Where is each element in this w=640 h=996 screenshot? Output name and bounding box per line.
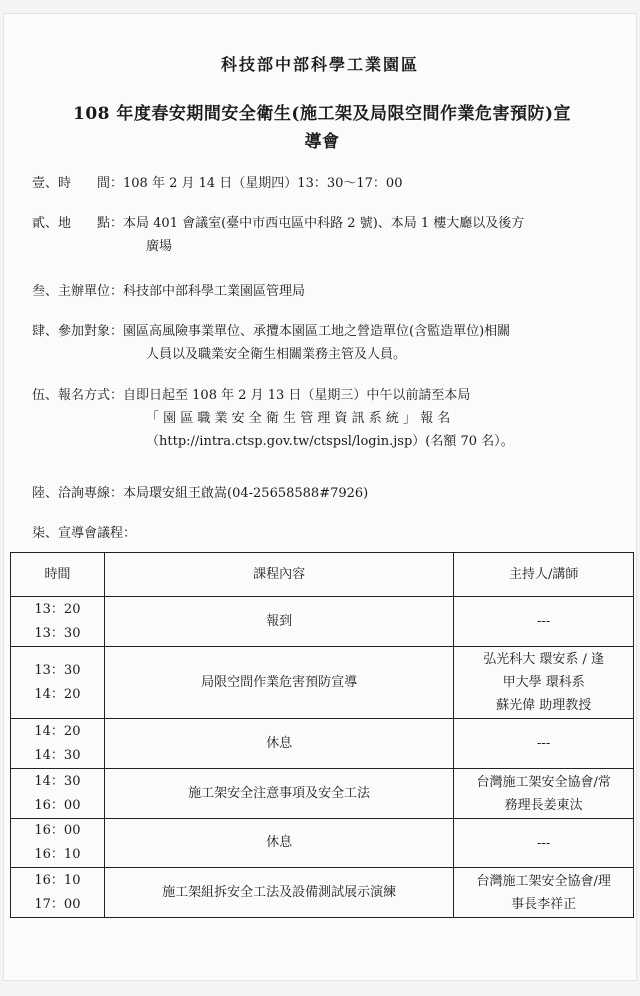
table-row xyxy=(11,819,634,868)
row-content: 局限空間作業危害預防宣導 xyxy=(104,647,453,719)
speaker-line: 蘇光偉 助理教授 xyxy=(496,698,592,713)
row-content: 休息 xyxy=(104,719,453,769)
item-time-key: 壹、時 間： xyxy=(32,176,124,191)
row-content: 施工架安全注意事項及安全工法 xyxy=(104,769,453,819)
row-content: 報到 xyxy=(104,597,453,647)
row-speaker xyxy=(454,819,634,868)
row-speaker xyxy=(454,719,634,769)
table-row xyxy=(11,647,634,719)
row-speaker xyxy=(454,769,634,819)
row-start: 13：20 xyxy=(34,601,81,617)
item-contact xyxy=(32,482,630,505)
item-registration-url[interactable]: （http://intra.ctsp.gov.tw/ctspsl/login.jsp）(名額 70 名）。 xyxy=(146,434,514,449)
row-end: 17：00 xyxy=(34,896,81,912)
row-time xyxy=(11,819,105,868)
item-organizer-key: 叁、主辦單位： xyxy=(32,284,124,299)
agenda-header-row xyxy=(11,553,634,597)
item-participants-value: 園區高風險事業單位、承攬本園區工地之營造單位(含監造單位)相關 xyxy=(123,324,511,339)
row-start: 16：10 xyxy=(34,872,81,888)
item-location-value-cont: 廣場 xyxy=(146,239,173,254)
row-time xyxy=(11,769,105,819)
document-title xyxy=(22,100,622,156)
row-end: 14：30 xyxy=(34,747,81,763)
header-speaker: 主持人/講師 xyxy=(454,553,634,597)
speaker-line: 台灣施工架安全協會/常 xyxy=(476,774,611,790)
row-time xyxy=(11,868,105,918)
row-end: 13：30 xyxy=(34,625,81,641)
speaker-line: 事長李祥正 xyxy=(511,896,577,912)
speaker-line: 台灣施工架安全協會/理 xyxy=(476,873,611,889)
agenda-table xyxy=(10,552,634,918)
row-content: 施工架組拆安全工法及設備測試展示演練 xyxy=(104,868,453,918)
header-content: 課程內容 xyxy=(104,553,453,597)
table-row xyxy=(11,868,634,918)
header-time: 時間 xyxy=(11,553,105,597)
item-registration xyxy=(32,384,630,453)
row-end: 16：00 xyxy=(34,797,81,813)
item-agenda-key: 柒、宣導會議程： xyxy=(32,526,137,541)
speaker-line: --- xyxy=(537,835,551,851)
title-line-2: 導會 xyxy=(304,132,340,152)
row-start: 14：20 xyxy=(34,723,81,739)
item-contact-value: 本局環安組王啟嵩(04-25658588#7926) xyxy=(123,486,369,501)
row-start: 16：00 xyxy=(34,823,81,838)
row-end: 16：10 xyxy=(34,847,81,862)
item-location-value: 本局 401 會議室(臺中市西屯區中科路 2 號)、本局 1 樓大廳以及後方 xyxy=(123,216,525,231)
item-registration-system: 「 園 區 職 業 安 全 衛 生 管 理 資 訊 系 統 」 報 名 xyxy=(146,411,451,426)
row-speaker xyxy=(454,647,634,719)
item-organizer xyxy=(32,280,630,303)
item-contact-key: 陸、洽詢專線： xyxy=(32,486,124,501)
table-row xyxy=(11,597,634,647)
speaker-line: --- xyxy=(537,736,551,751)
item-participants-key: 肆、參加對象： xyxy=(32,324,124,339)
item-registration-key: 伍、報名方式： xyxy=(32,388,124,403)
row-start: 14：30 xyxy=(34,773,81,789)
row-start: 13：30 xyxy=(34,662,81,678)
row-time xyxy=(11,719,105,769)
organization-name: 科技部中部科學工業園區 xyxy=(220,55,419,74)
item-participants xyxy=(32,320,630,366)
item-location-key: 貳、地 點： xyxy=(32,216,124,231)
item-organizer-value: 科技部中部科學工業園區管理局 xyxy=(123,284,306,299)
row-speaker xyxy=(454,597,634,647)
row-speaker xyxy=(454,868,634,918)
speaker-line: 甲大學 環科系 xyxy=(502,675,585,690)
row-time xyxy=(11,647,105,719)
row-time xyxy=(11,597,105,647)
speaker-line: 務理長姜東汰 xyxy=(504,797,583,813)
item-time-value: 108 年 2 月 14 日（星期四）13：30～17：00 xyxy=(123,176,403,191)
item-agenda xyxy=(32,522,630,545)
item-time xyxy=(32,172,630,195)
item-registration-value: 自即日起至 108 年 2 月 13 日（星期三）中午以前請至本局 xyxy=(123,388,471,403)
title-line-1: 108 年度春安期間安全衛生(施工架及局限空間作業危害預防)宣 xyxy=(73,104,571,124)
table-row xyxy=(11,719,634,769)
speaker-line: --- xyxy=(537,614,551,629)
item-location xyxy=(32,212,630,258)
speaker-line: 弘光科大 環安系 / 逢 xyxy=(483,652,605,667)
row-content: 休息 xyxy=(104,819,453,868)
row-end: 14：20 xyxy=(34,686,81,702)
item-participants-value-cont: 人員以及職業安全衛生相關業務主管及人員。 xyxy=(146,347,407,362)
table-row xyxy=(11,769,634,819)
